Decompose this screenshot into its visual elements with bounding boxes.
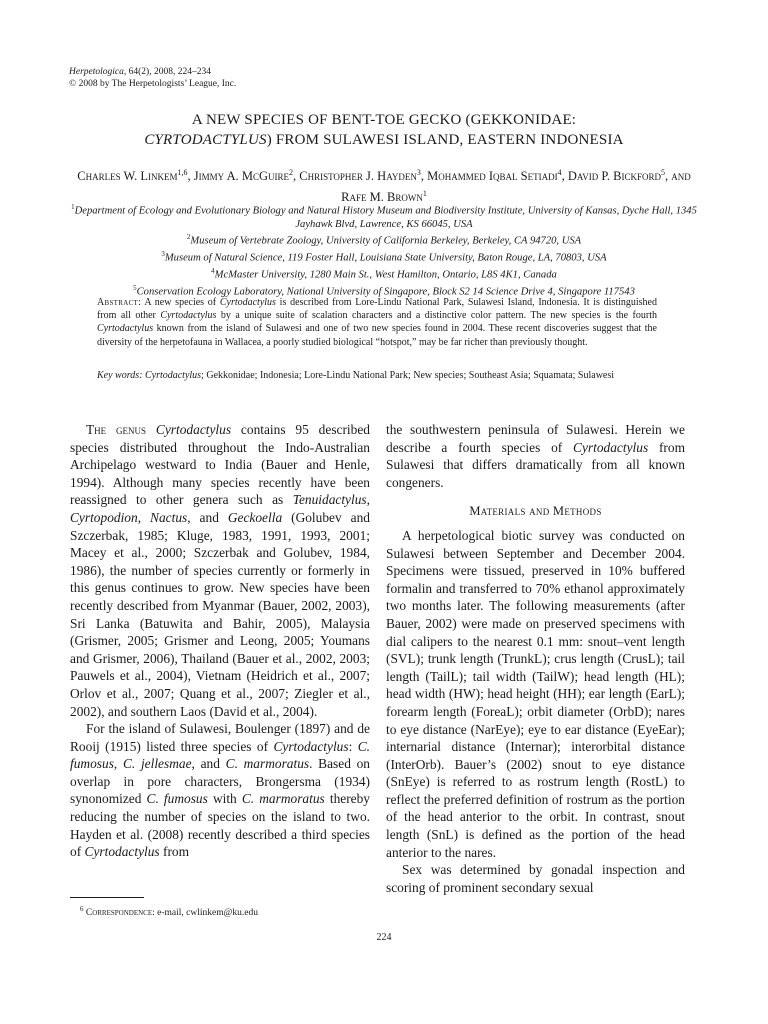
copyright-line: © 2008 by The Herpetologists’ League, Inc.: [69, 79, 237, 89]
section-heading: Materials and Methods: [469, 504, 602, 519]
author-list: [70, 164, 698, 206]
author: Charles W. Linkem$^{1,6}$,: [77, 168, 194, 184]
affiliation: $^2$Museum of Vertebrate Zoology, University of California Berkeley, Berkeley, CA 94720, USA: [186, 233, 582, 247]
affiliation: $^5$Conservation Ecology Laboratory, National University of Singapore, Block S2 14 Science Drive 4, Singapore 117543: [133, 284, 635, 298]
author: Jimmy A. McGuire$^2$,: [193, 168, 300, 184]
journal-citation: [69, 66, 236, 78]
paper-title: [60, 110, 708, 150]
affiliation: $^1$Department of Ecology and Evolutionary Biology and Natural History Museum and Biodiversity Institute, University of Kansas, Dyche Hall, 1345 Jayhawk Blvd, Lawrence, KS 66045, USA: [71, 203, 697, 230]
paragraph: A herpetological biotic survey was conducted on Sulawesi between September and December 2004. Specimens were tissued, preserved in 10% buffered formalin and transferred to 70% ethanol approximately two months later. The following measurements (after Bauer, 2002) were made on preserved specimens with dial calipers to the nearest 0.1 mm: snout–vent length (SVL); trunk length (TrunkL); crus length (CrusL); tail length (TailL); tail width (TailW); head length (HL); head width (HW); head height (HH); ear length (EarL); forearm length (ForeaL); orbit diameter (OrbD); nares to eye distance (NarEye); eye to ear distance (EyeEar); internarial distance (Internar); interorbital distance (InterOrb). Bauer’s (2002) snout to eye distance (SnEye) is referred to as rostrum length (RostL) to reflect the preferred definition of rostrum as the portion of the head anterior to the orbit. In contrast, snout length (SnL) is defined as the portion of the head anterior to the nares.: [386, 527, 685, 860]
title-line-2-rest: ) FROM SULAWESI ISLAND, EASTERN INDONESIA: [266, 132, 624, 148]
journal-name: Herpetologica: [69, 67, 124, 77]
title-line-1: A NEW SPECIES OF BENT-TOE GECKO (GEKKONIDAE:: [191, 112, 577, 128]
title-genus: CYRTODACTYLUS: [144, 132, 267, 148]
footnote-rule: [70, 897, 144, 898]
author: Mohammed Iqbal Setiadi$^4$,: [427, 168, 568, 184]
abstract-label: Abstract:: [97, 297, 142, 308]
paragraph: The genus Cyrtodactylus contains 95 described species distributed throughout the Indo-Australian Archipelago westward to India (Bauer and Henle, 1994). Although many species recently have been reassigned to other genera such as Tenuidactylus, Cyrtopodion, Nactus, and Geckoella (Golubev and Szczerbak, 1985; Kluge, 1983, 1991, 1993, 2001; Macey et al., 2000; Szczerbak and Golubev, 1984, 1986), the number of species currently or formerly in this genus continues to grow. New species have been recently described from Myanmar (Bauer, 2002, 2003), Sri Lanka (Batuwita and Bahir, 2005), Malaysia (Grismer, 2005; Grismer and Leong, 2005; Youmans and Grismer, 2006), Thailand (Bauer et al., 2002, 2003; Pauwels et al., 2004), Vietnam (Heidrich et al., 2007; Orlov et al., 2007; Quang et al., 2007; Ziegler et al., 2002), and southern Laos (David et al., 2004).: [70, 422, 370, 719]
affiliation: $^3$Museum of Natural Science, 119 Foster Hall, Louisiana State University, Baton Rouge, LA, 70803, USA: [161, 250, 607, 264]
body-column-left: [70, 421, 370, 861]
footnote: $^6$ Correspondence: e-mail, cwlinkem@ku.edu: [80, 905, 258, 919]
keywords-label: Key words:: [97, 370, 143, 381]
author: Rafe M. Brown$^1$: [341, 189, 427, 205]
affiliation-list: [70, 201, 698, 299]
paragraph: For the island of Sulawesi, Boulenger (1897) and de Rooij (1915) listed three species of Cyrtodactylus: C. fumosus, C. jellesmae, and C. marmoratus. Based on overlap in pore characters, Brongersma (1934) synonomized C. fumosus with C. marmoratus thereby reducing the number of species on the island to two. Hayden et al. (2008) recently described a third species of Cyrtodactylus from: [70, 721, 370, 860]
paragraph: Sex was determined by gonadal inspection and scoring of prominent secondary sexual: [386, 862, 685, 895]
journal-header: [69, 66, 236, 90]
journal-volume: , 64(2), 2008, 224–234: [123, 67, 211, 77]
keywords: Key words: Cyrtodactylus; Gekkonidae; Indonesia; Lore-Lindu National Park; New species; Southeast Asia; Squamata; Sulawesi: [97, 370, 615, 381]
affiliation: $^4$McMaster University, 1280 Main St., West Hamilton, Ontario, L8S 4K1, Canada: [211, 267, 557, 281]
title-line-2: [60, 130, 708, 150]
author: David P. Bickford$^5$, and: [567, 168, 691, 184]
abstract: Abstract: A new species of Cyrtodactylus is described from Lore-Lindu National Park, Sulawesi Island, Indonesia. It is distinguished from all other Cyrtodactylus by a unique suite of scalation characters and a distinctive color pattern. The new species is the fourth Cyrtodactylus known from the island of Sulawesi and one of two new species found in 2004. These recent discoveries suggest that the diversity of the herpetofauna in Wallacea, a poorly studied biological “hotspot,” may be far richer than previously thought.: [97, 297, 657, 348]
body-column-right: [386, 421, 685, 896]
author: Christopher J. Hayden$^3$,: [299, 168, 428, 184]
page-number: 224: [376, 932, 392, 943]
paragraph: the southwestern peninsula of Sulawesi. Herein we describe a fourth species of Cyrtodactylus from Sulawesi that differs dramatically from all known congeners.: [386, 422, 685, 490]
